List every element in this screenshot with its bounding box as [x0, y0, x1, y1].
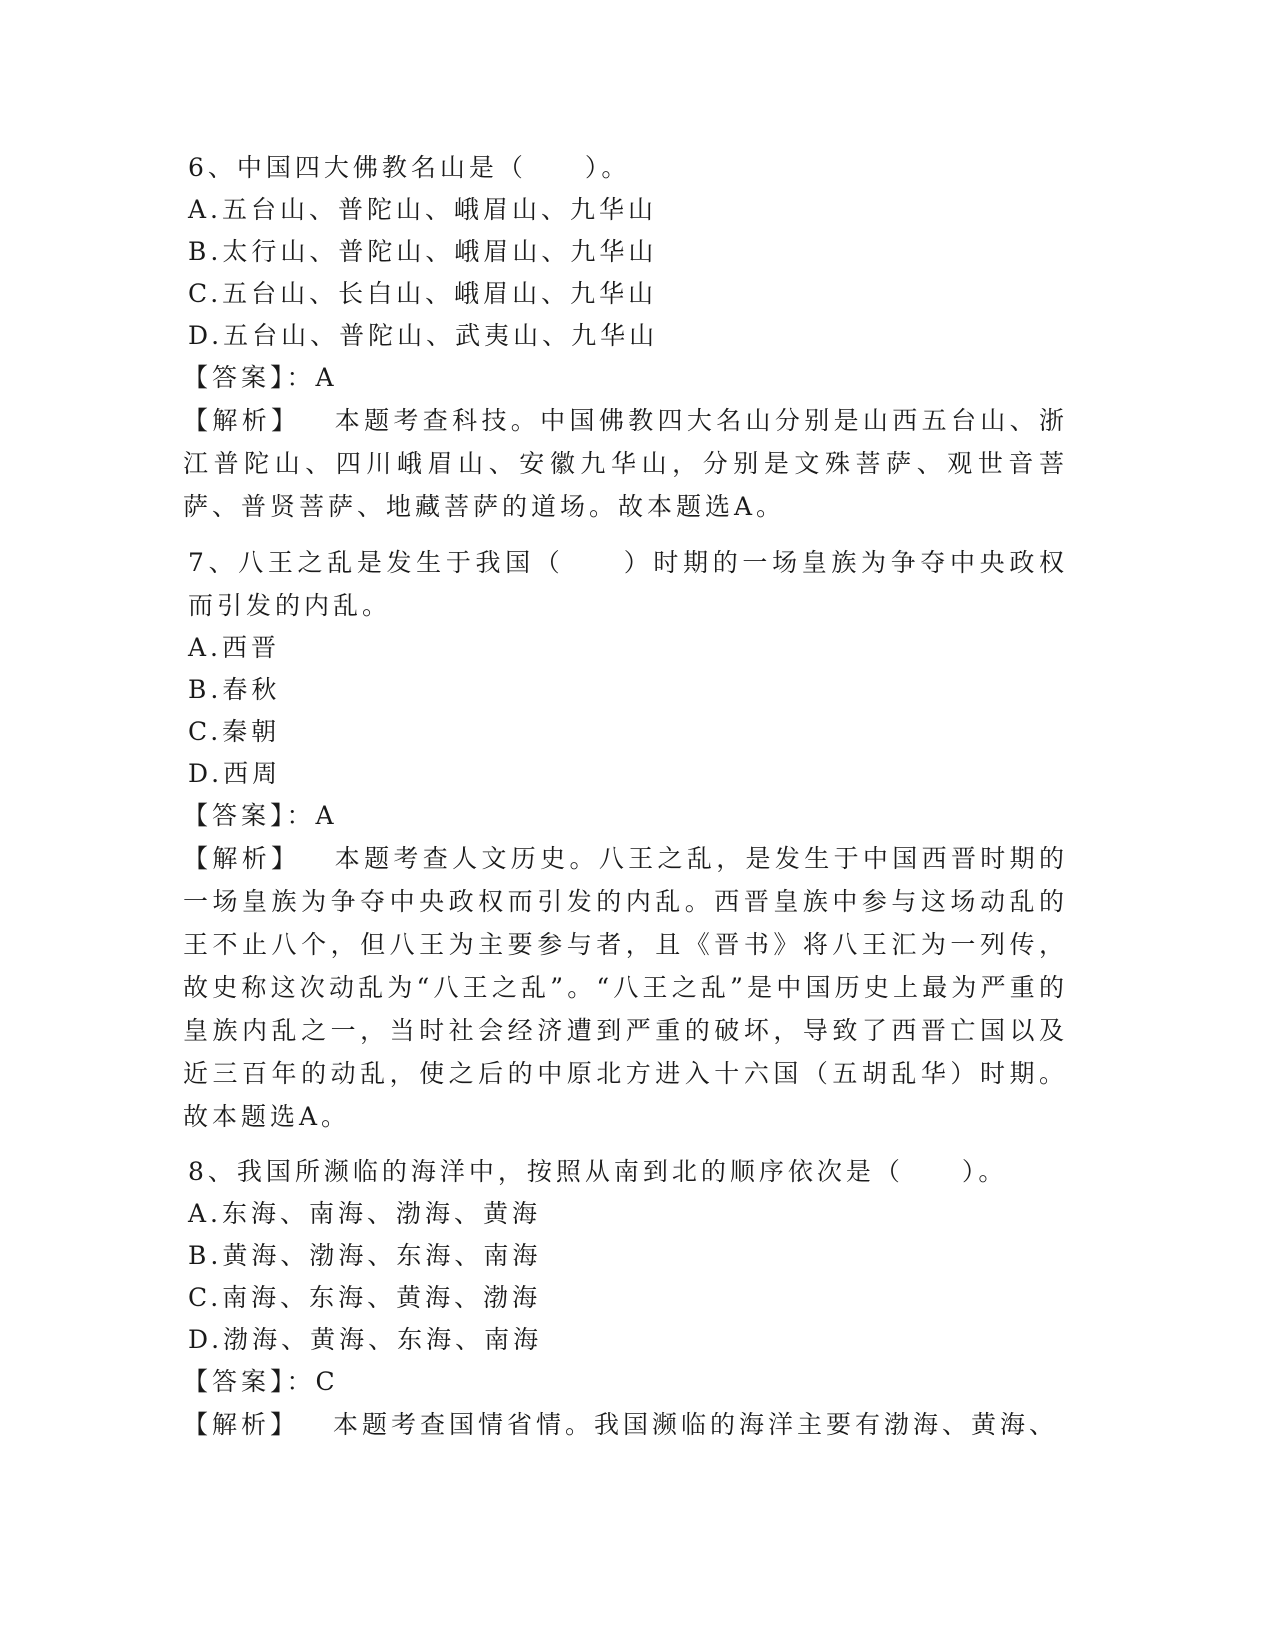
explanation-label: 【解析】	[183, 1410, 300, 1439]
document-page	[183, 147, 1068, 1446]
answer-line	[183, 795, 1068, 837]
explanation-label: 【解析】	[183, 406, 301, 435]
answer-value: A	[315, 801, 338, 830]
question-block	[183, 541, 1068, 1138]
answer-line	[183, 1361, 1068, 1403]
explanation-paragraph	[183, 1403, 1068, 1446]
option-b: B.春秋	[188, 675, 281, 704]
option-b: B.太行山、普陀山、峨眉山、九华山	[188, 237, 658, 266]
option-b: B.黄海、渤海、东海、南海	[188, 1241, 542, 1270]
answer-line	[183, 357, 1068, 399]
question-block	[183, 147, 1068, 528]
answer-value: A	[315, 363, 338, 392]
option-a: A.东海、南海、渤海、黄海	[188, 1199, 542, 1228]
answer-label: 【答案】：	[183, 1367, 316, 1396]
answer-value: C	[315, 1367, 339, 1396]
explanation-label: 【解析】	[183, 844, 301, 873]
explanation-text: 本题考查科技。中国佛教四大名山分别是山西五台山、浙江普陀山、四川峨眉山、安徽九华山，分别是文殊菩萨、观世音菩萨、普贤菩萨、地藏菩萨的道场。故本题选A。	[183, 406, 1068, 521]
explanation-paragraph	[183, 837, 1068, 1138]
option-d: D.五台山、普陀山、武夷山、九华山	[188, 321, 659, 350]
answer-label: 【答案】：	[183, 363, 316, 392]
option-d: D.西周	[188, 759, 282, 788]
explanation-paragraph	[183, 399, 1068, 528]
answer-label: 【答案】：	[183, 801, 316, 830]
option-c: C.秦朝	[188, 717, 281, 746]
option-a: A.五台山、普陀山、峨眉山、九华山	[188, 195, 658, 224]
question-stem: 6、中国四大佛教名山是（ ）。	[188, 153, 631, 182]
option-d: D.渤海、黄海、东海、南海	[188, 1325, 543, 1354]
option-c: C.南海、东海、黄海、渤海	[188, 1283, 542, 1312]
explanation-text: 本题考查国情省情。我国濒临的海洋主要有渤海、黄海、	[333, 1410, 1059, 1439]
option-c: C.五台山、长白山、峨眉山、九华山	[188, 279, 658, 308]
question-stem: 8、我国所濒临的海洋中，按照从南到北的顺序依次是（ ）。	[188, 1157, 1008, 1186]
explanation-text: 本题考查人文历史。八王之乱，是发生于中国西晋时期的一场皇族为争夺中央政权而引发的内乱。西晋皇族中参与这场动乱的王不止八个，但八王为主要参与者，且《晋书》将八王汇为一列传，故史称这次动乱为“八王之乱”。“八王之乱”是中国历史上最为严重的皇族内乱之一，当时社会经济遭到严重的破坏，导致了西晋亡国以及近三百年的动乱，使之后的中原北方进入十六国（五胡乱华）时期。故本题选A。	[183, 844, 1068, 1131]
question-block	[183, 1151, 1068, 1446]
option-a: A.西晋	[188, 633, 281, 662]
question-stem: 7、八王之乱是发生于我国（ ）时期的一场皇族为争夺中央政权而引发的内乱。	[188, 548, 1068, 620]
